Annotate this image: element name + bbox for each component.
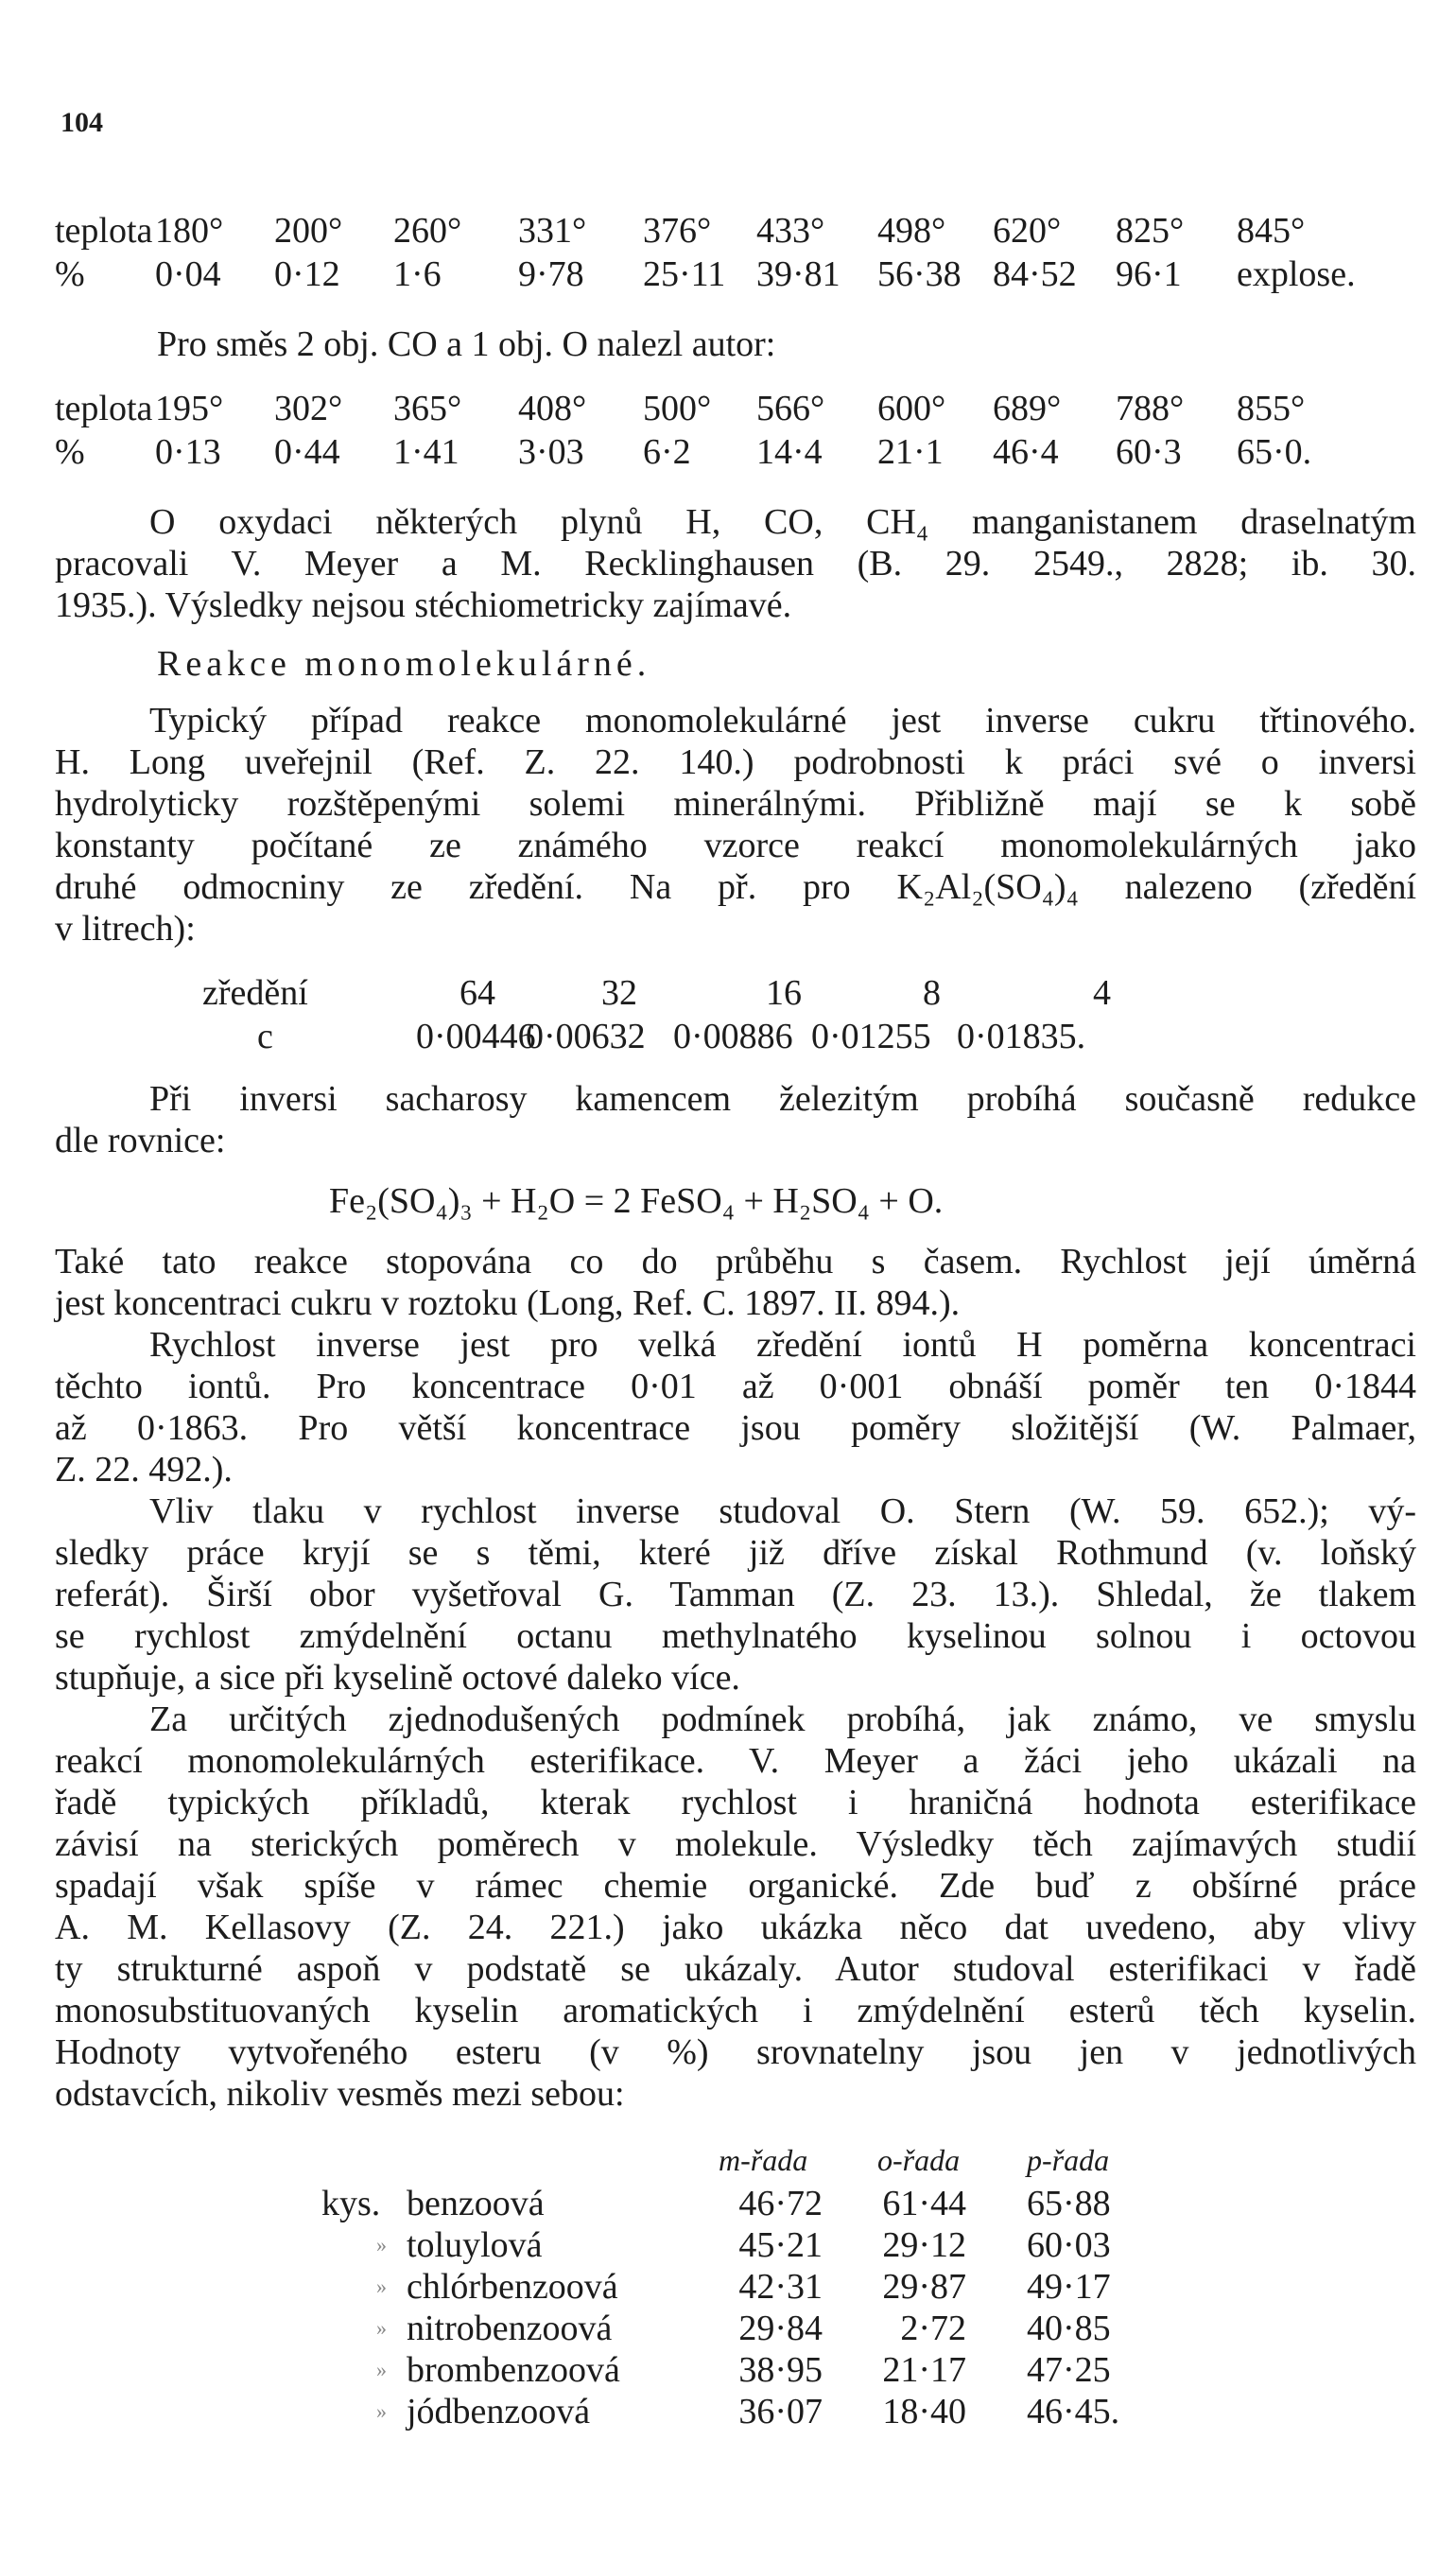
m-value: 45·21 bbox=[738, 2225, 823, 2265]
percent-value: 25·11 bbox=[643, 254, 726, 294]
percent-value: 46·4 bbox=[993, 432, 1059, 472]
row-label-percent: % bbox=[55, 254, 85, 294]
dilution-value: 16 bbox=[766, 973, 802, 1013]
para1-line: O oxydaci některých plynů H, CO, CH₄ manganistanem draselnatým bbox=[149, 502, 1416, 542]
c-value: 0·00632 bbox=[526, 1017, 646, 1056]
percent-value: 84·52 bbox=[993, 254, 1077, 294]
percent-value: 60·3 bbox=[1116, 432, 1182, 472]
m-value: 46·72 bbox=[738, 2184, 823, 2223]
c-value: 0·01255 bbox=[811, 1017, 931, 1056]
c-value: 0·00446 bbox=[416, 1017, 536, 1056]
para2-line: druhé odmocniny ze zředění. Na př. pro K₂Al₂(SO₄)₄ nalezeno (zředění bbox=[55, 867, 1416, 907]
p-value: 49·17 bbox=[1027, 2267, 1111, 2307]
kys-prefix: kys. bbox=[321, 2184, 381, 2223]
p-value: 40·85 bbox=[1027, 2309, 1111, 2348]
percent-value: 6·2 bbox=[643, 432, 691, 472]
m-value: 38·95 bbox=[738, 2350, 823, 2390]
acid-name: jódbenzoová bbox=[407, 2392, 591, 2431]
dilution-value: 64 bbox=[459, 973, 495, 1013]
para6-line: stupňuje, a sice při kyselině octové daleko více. bbox=[55, 1658, 740, 1698]
acid-name: nitrobenzoová bbox=[407, 2309, 613, 2348]
percent-value: 0·04 bbox=[155, 254, 221, 294]
ditto-mark: » bbox=[376, 2399, 387, 2423]
acid-name: brombenzoová bbox=[407, 2350, 620, 2390]
para1-line: pracovali V. Meyer a M. Recklinghausen (B. 29. 2549., 2828; ib. 30. bbox=[55, 544, 1416, 584]
para6-line: se rychlost zmýdelnění octanu methylnatého kyselinou solnou i octovou bbox=[55, 1616, 1416, 1656]
para3-line: Při inversi sacharosy kamencem železitým probíhá současně redukce bbox=[149, 1079, 1416, 1119]
section-heading: Reakce monomolekulárné. bbox=[157, 644, 651, 684]
para7-line: A. M. Kellasovy (Z. 24. 221.) jako ukázka něco dat uvedeno, aby vlivy bbox=[55, 1908, 1416, 1947]
para1-line: 1935.). Výsledky nejsou stéchiometricky zajímavé. bbox=[55, 585, 792, 625]
temperature-value: 788° bbox=[1116, 389, 1185, 428]
percent-value: 0·13 bbox=[155, 432, 221, 472]
para5-line: Z. 22. 492.). bbox=[55, 1450, 233, 1490]
dilution-value: 32 bbox=[601, 973, 637, 1013]
header-m: m-řada bbox=[719, 2143, 808, 2177]
c-value: 0·00886 bbox=[673, 1017, 793, 1056]
para2-line: v litrech): bbox=[55, 909, 196, 949]
ditto-mark: » bbox=[376, 2233, 387, 2257]
para7-line: řadě typických příkladů, kterak rychlost i hraničná hodnota esterifikace bbox=[55, 1783, 1416, 1822]
row-label-teplota-2: teplota bbox=[55, 389, 153, 428]
para7-line: reakcí monomolekulárných esterifikace. V. Meyer a žáci jeho ukázali na bbox=[55, 1741, 1416, 1781]
para7-line: ty strukturné aspoň v podstatě se ukázaly. Autor studoval esterifikaci v řadě bbox=[55, 1949, 1416, 1989]
p-value: 46·45. bbox=[1027, 2392, 1120, 2431]
para2-line: hydrolyticky rozštěpenými solemi minerálnými. Přibližně mají se k sobě bbox=[55, 784, 1416, 824]
equation: Fe₂(SO₄)₃ + H₂O = 2 FeSO₄ + H₂SO₄ + O. bbox=[329, 1181, 944, 1221]
o-value: 29·87 bbox=[882, 2267, 966, 2307]
para7-line: závisí na sterických poměrech v molekule. Výsledky těch zajímavých studií bbox=[55, 1824, 1416, 1864]
percent-value: 96·1 bbox=[1116, 254, 1182, 294]
para2-line: konstanty počítané ze známého vzorce reakcí monomolekulárných jako bbox=[55, 826, 1416, 865]
percent-value: explose. bbox=[1237, 254, 1356, 294]
c-value: 0·01835. bbox=[957, 1017, 1086, 1056]
percent-value: 56·38 bbox=[877, 254, 962, 294]
p-value: 47·25 bbox=[1027, 2350, 1111, 2390]
para5-line: Rychlost inverse jest pro velká zředění iontů H poměrna koncentraci bbox=[149, 1325, 1416, 1365]
m-value: 42·31 bbox=[738, 2267, 823, 2307]
percent-value: 21·1 bbox=[877, 432, 944, 472]
percent-value: 39·81 bbox=[756, 254, 841, 294]
m-value: 36·07 bbox=[738, 2392, 823, 2431]
percent-value: 0·12 bbox=[274, 254, 340, 294]
acid-name: toluylová bbox=[407, 2225, 543, 2265]
percent-value: 65·0. bbox=[1237, 432, 1312, 472]
temperature-value: 600° bbox=[877, 389, 946, 428]
temperature-value: 825° bbox=[1116, 211, 1185, 251]
percent-value: 1·41 bbox=[393, 432, 459, 472]
para2-line: Typický případ reakce monomolekulárné jest inverse cukru třtinového. bbox=[149, 701, 1416, 741]
temperature-value: 195° bbox=[155, 389, 224, 428]
dilution-label: zředění bbox=[202, 973, 308, 1013]
temperature-value: 331° bbox=[518, 211, 587, 251]
dilution-value: 4 bbox=[1093, 973, 1111, 1013]
percent-value: 14·4 bbox=[756, 432, 823, 472]
ditto-mark: » bbox=[376, 2274, 387, 2298]
para3-line: dle rovnice: bbox=[55, 1121, 226, 1160]
percent-value: 0·44 bbox=[274, 432, 340, 472]
para7-line: Za určitých zjednodušených podmínek probíhá, jak známo, ve smyslu bbox=[149, 1699, 1416, 1739]
temperature-value: 408° bbox=[518, 389, 587, 428]
acid-name: chlórbenzoová bbox=[407, 2267, 618, 2307]
temperature-value: 855° bbox=[1237, 389, 1306, 428]
c-label: c bbox=[257, 1017, 273, 1056]
o-value: 21·17 bbox=[882, 2350, 966, 2390]
o-value: 18·40 bbox=[882, 2392, 966, 2431]
para4-line: jest koncentraci cukru v roztoku (Long, Ref. C. 1897. II. 894.). bbox=[55, 1283, 961, 1323]
temperature-value: 566° bbox=[756, 389, 825, 428]
header-o: o-řada bbox=[877, 2143, 961, 2177]
temperature-value: 433° bbox=[756, 211, 825, 251]
para6-line: Vliv tlaku v rychlost inverse studoval O. Stern (W. 59. 652.); vý- bbox=[149, 1491, 1416, 1531]
dilution-value: 8 bbox=[923, 973, 941, 1013]
o-value: 29·12 bbox=[882, 2225, 966, 2265]
para5-line: až 0·1863. Pro větší koncentrace jsou poměry složitější (W. Palmaer, bbox=[55, 1408, 1416, 1448]
temperature-value: 376° bbox=[643, 211, 712, 251]
header-p: p-řada bbox=[1027, 2143, 1110, 2177]
o-value: 2·72 bbox=[900, 2309, 966, 2348]
mix-line: Pro směs 2 obj. CO a 1 obj. O nalezl autor: bbox=[157, 324, 776, 364]
ditto-mark: » bbox=[376, 2316, 387, 2340]
para2-line: H. Long uveřejnil (Ref. Z. 22. 140.) podrobnosti k práci své o inversi bbox=[55, 742, 1416, 782]
para7-line: Hodnoty vytvořeného esteru (v %) srovnatelny jsou jen v jednotlivých bbox=[55, 2032, 1416, 2072]
percent-value: 3·03 bbox=[518, 432, 584, 472]
para5-line: těchto iontů. Pro koncentrace 0·01 až 0·001 obnáší poměr ten 0·1844 bbox=[55, 1367, 1416, 1406]
temperature-value: 260° bbox=[393, 211, 462, 251]
percent-value: 1·6 bbox=[393, 254, 442, 294]
para7-line: spadají však spíše v rámec chemie organické. Zde buď z obšírné práce bbox=[55, 1866, 1416, 1906]
temperature-value: 365° bbox=[393, 389, 462, 428]
m-value: 29·84 bbox=[738, 2309, 823, 2348]
ditto-mark: » bbox=[376, 2358, 387, 2381]
p-value: 65·88 bbox=[1027, 2184, 1111, 2223]
para6-line: referát). Širší obor vyšetřoval G. Tamman (Z. 23. 13.). Shledal, že tlakem bbox=[55, 1575, 1416, 1614]
temperature-value: 200° bbox=[274, 211, 343, 251]
page-number: 104 bbox=[61, 107, 103, 138]
temperature-value: 689° bbox=[993, 389, 1062, 428]
para7-line: monosubstituovaných kyselin aromatických i zmýdelnění esterů těch kyselin. bbox=[55, 1991, 1416, 2030]
o-value: 61·44 bbox=[882, 2184, 966, 2223]
para7-line: odstavcích, nikoliv vesměs mezi sebou: bbox=[55, 2074, 625, 2114]
row-label-percent-2: % bbox=[55, 432, 85, 472]
temperature-value: 620° bbox=[993, 211, 1062, 251]
para4-line: Také tato reakce stopována co do průběhu s časem. Rychlost její úměrná bbox=[55, 1242, 1416, 1281]
temperature-value: 302° bbox=[274, 389, 343, 428]
p-value: 60·03 bbox=[1027, 2225, 1111, 2265]
temperature-value: 500° bbox=[643, 389, 712, 428]
temperature-value: 498° bbox=[877, 211, 946, 251]
temperature-value: 180° bbox=[155, 211, 224, 251]
temperature-value: 845° bbox=[1237, 211, 1306, 251]
acid-name: benzoová bbox=[407, 2184, 545, 2223]
para6-line: sledky práce kryjí se s těmi, které již dříve získal Rothmund (v. loňský bbox=[55, 1533, 1416, 1573]
row-label-teplota: teplota bbox=[55, 211, 153, 251]
percent-value: 9·78 bbox=[518, 254, 584, 294]
